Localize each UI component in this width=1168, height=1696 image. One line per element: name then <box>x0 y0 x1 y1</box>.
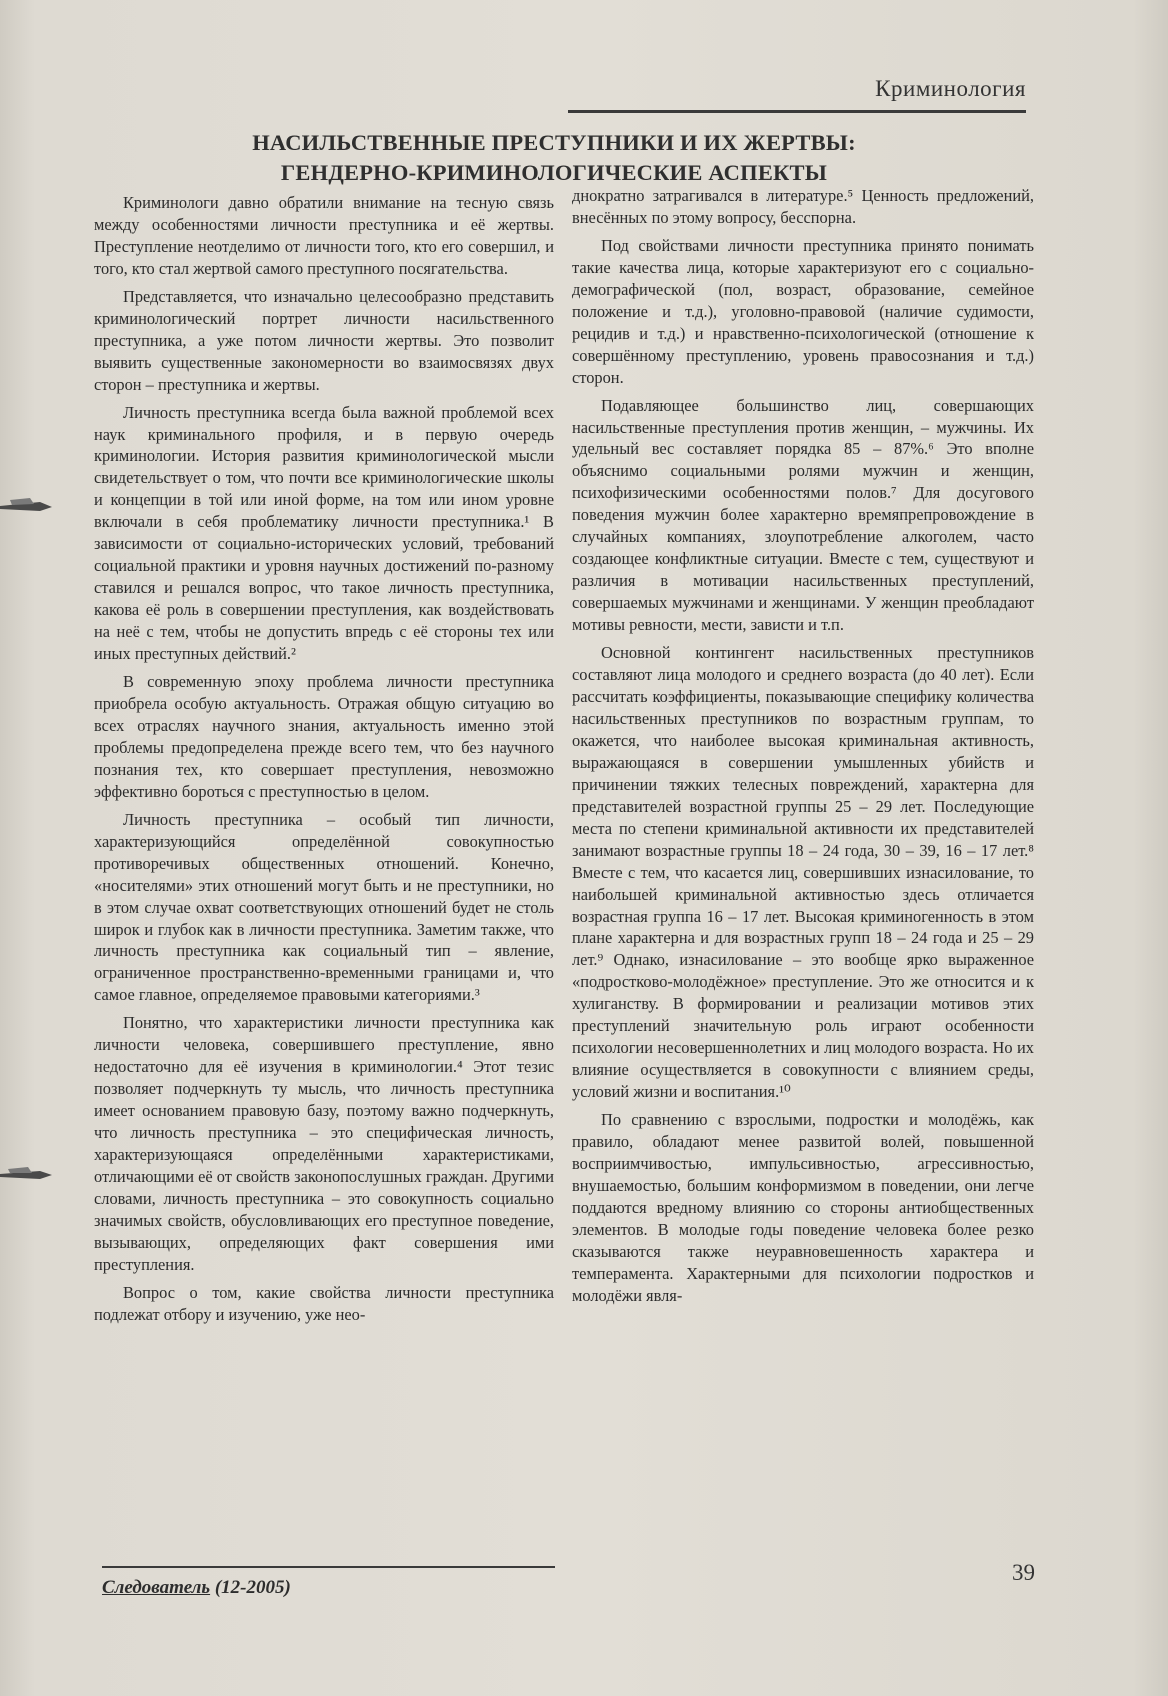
paragraph: Основной контингент насильственных преступников составляют лица молодого и среднего возраста (до 40 лет). Если рассчитать коэффициенты, показывающие специфику количества насильственных преступников по возрастным группам, то окажется, что наиболее высокая криминальная активность, выражающаяся в совершении умышленных убийств и причинении тяжких телесных повреждений, характерна для представителей возрастной группы 25 – 29 лет. Последующие места по степени криминальной активности их представителей занимают возрастные группы 18 – 24 года, 30 – 39, 16 – 17 лет.⁸ Вместе с тем, что касается лиц, совершивших изнасилование, то наибольшей криминальной активностью здесь отличается возрастная группа 16 – 17 лет. Высокая криминогенность в этом плане характерна и для возрастных групп 18 – 24 года и 25 – 29 лет.⁹ Однако, изнасилование – это вообще ярко выраженное «подростково-молодёжное» преступление. Это же относится и к хулиганству. В формировании и реализации мотивов этих преступлений значительную роль играют особенности психологии несовершеннолетних и лиц молодого возраста. Но их влияние осуществляется в совокупности с влиянием среды, условий жизни и воспитания.¹⁰ <box>572 643 1034 1102</box>
staple-mark <box>0 492 54 522</box>
left-column <box>94 192 554 1332</box>
paragraph: Понятно, что характеристики личности преступника как личности человека, совершившего преступление, явно недостаточно для её изучения в криминологии.⁴ Этот тезис позволяет подчеркнуть ту мысль, что личность преступника имеет основанием правовую базу, поэтому важно подчеркнуть, что личность преступника – это специфическая личность, характеризующаяся определёнными характеристиками, отличающими её от свойств законопослушных граждан. Другими словами, личность преступника – это совокупность социально значимых свойств, обусловливающих его преступное поведение, вызывающих, определяющих факт совершения ими преступления. <box>94 1013 554 1274</box>
article-title <box>120 128 988 188</box>
title-line-2: ГЕНДЕРНО-КРИМИНОЛОГИЧЕСКИЕ АСПЕКТЫ <box>280 160 828 185</box>
paragraph: Подавляющее большинство лиц, совершающих насильственные преступления против женщин, – мужчины. Их удельный вес составляет порядка 85 – 87%.⁶ Это вполне объяснимо социальными ролями мужчин и женщин, психофизическими особенностями полов.⁷ Для досугового поведения мужчин более характерно времяпрепровождение в случайных компаниях, злоупотребление алкоголем, часто создающее конфликтные ситуации. Вместе с тем, существуют и различия в мотивации насильственных преступлений, совершаемых мужчинами и женщинами. У женщин преобладают мотивы ревности, мести, зависти и т.п. <box>572 395 1034 635</box>
title-line-1: НАСИЛЬСТВЕННЫЕ ПРЕСТУПНИКИ И ИХ ЖЕРТВЫ: <box>252 130 856 155</box>
paragraph: Личность преступника – особый тип личности, характеризующийся определённой совокупностью противоречивых общественных отношений. Конечно, «носителями» этих отношений могут быть и не преступники, но в этом случае охват соответствующих отношений будет не столь широк и глубок как в личности преступника. Заметим также, что личность преступника как социальный тип – явление, ограниченное пространственно-временными границами и, что самое главное, определяемое правовыми категориями.³ <box>94 809 554 1005</box>
header-rule <box>568 110 1026 113</box>
staple-mark <box>0 1160 54 1190</box>
paragraph: Личность преступника всегда была важной проблемой всех наук криминального профиля, и в первую очередь криминологии. История развития криминологической мысли свидетельствует о том, что почти все криминологические школы и концепции в той или иной форме, на том или ином уровне включали в себя проблематику личности преступника.¹ В зависимости от социально-исторических условий, требований социальной практики и уровня научных достижений по-разному ставился и решался вопрос, что такое личность преступника, какова её роль в совершении преступления, как воздействовать на неё с тем, чтобы не допустить впредь с её стороны тех или иных преступных действий.² <box>94 402 554 664</box>
journal-issue: (12-2005) <box>210 1577 291 1598</box>
paragraph: В современную эпоху проблема личности преступника приобрела особую актуальность. Отражая общую ситуацию во всех отраслях научного знания, актуальность именно этой проблемы предопределена прежде всего тем, что без научного познания тех, кто совершает преступления, невозможно эффективно бороться с преступностью в целом. <box>94 672 554 801</box>
paragraph: По сравнению с взрослыми, подростки и молодёжь, как правило, обладают менее развитой волей, повышенной восприимчивостью, импульсивностью, агрессивностью, внушаемостью, большим конформизмом в поведении, они легче поддаются вредному влиянию со стороны антиобщественных элементов. В молодые годы поведение человека более резко сказываются также неуравновешенность характера и темперамента. Характерными для психологии подростков и молодёжи явля- <box>572 1110 1034 1305</box>
page-number: 39 <box>1012 1560 1035 1585</box>
section-label: Криминология <box>875 76 1026 101</box>
paragraph: Криминологи давно обратили внимание на тесную связь между особенностями личности преступника и её жертвы. Преступление неотделимо от личности того, кто его совершил, и того, кто стал жертвой самого преступного посягательства. <box>94 193 554 278</box>
paragraph: Вопрос о том, какие свойства личности преступника подлежат отбору и изучению, уже нео- <box>94 1282 554 1324</box>
paragraph: Представляется, что изначально целесообразно представить криминологический портрет личности насильственного преступника, а уже потом личности жертвы. Это позволит выявить существенные закономерности во взаимосвязях двух сторон – преступника и жертвы. <box>94 286 554 394</box>
right-column <box>572 185 1034 1313</box>
paragraph: Под свойствами личности преступника принято понимать такие качества лица, которые характеризуют его с социально-демографической (пол, возраст, образование, семейное положение и т.д.), уголовно-правовой (наличие судимости, рецидив и т.д.) и нравственно-психологической (отношение к совершённому преступлению, уровень правосознания и т.д.) сторон. <box>572 235 1034 387</box>
paragraph-continuation: днократно затрагивался в литературе.⁵ Ценность предложений, внесённых по этому вопросу, бесспорна. <box>572 186 1034 227</box>
footer-rule <box>102 1566 555 1568</box>
journal-footer <box>102 1577 291 1599</box>
journal-name: Следователь <box>102 1577 211 1598</box>
